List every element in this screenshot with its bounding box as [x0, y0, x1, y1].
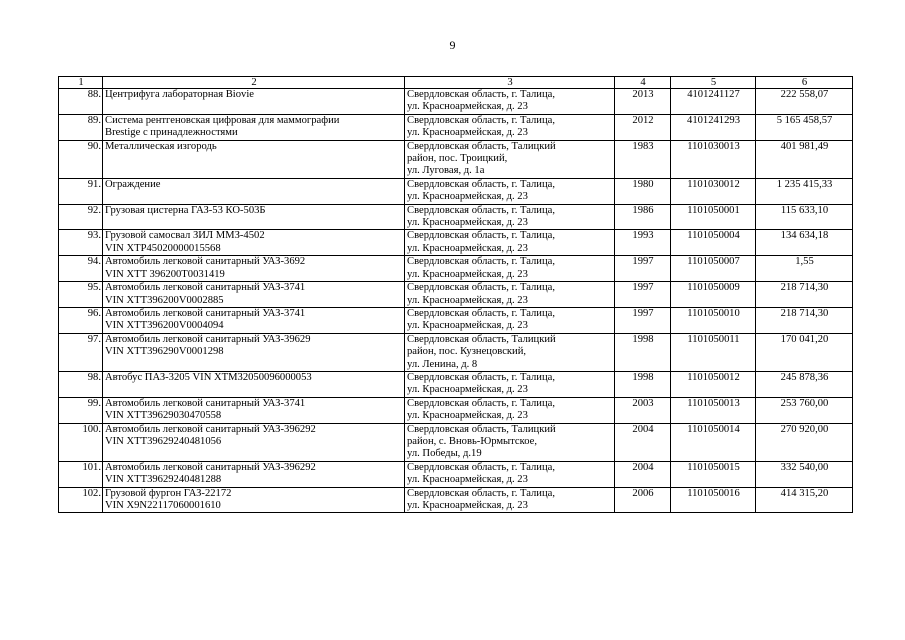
column-header-4: 4: [615, 77, 671, 89]
item-year: 2004: [615, 423, 671, 461]
column-header-5: 5: [671, 77, 756, 89]
inventory-number: 1101030013: [671, 140, 756, 178]
item-name: [103, 371, 405, 397]
item-name: [103, 256, 405, 282]
item-address-line: Свердловская область, г. Талица,: [407, 230, 555, 242]
table-row: [59, 397, 853, 423]
item-name: [103, 140, 405, 178]
table-row: [59, 487, 853, 513]
item-address-line: район, пос. Кузнецовский,: [407, 346, 527, 358]
item-name-line: VIN XTT396200V0002885: [105, 294, 224, 306]
item-name-line: Система рентгеновская цифровая для маммографии: [105, 114, 340, 126]
item-name-line: Автомобиль легковой санитарный УАЗ-396292: [105, 423, 316, 435]
table-row: [59, 333, 853, 371]
item-year: 1997: [615, 256, 671, 282]
item-address-line: ул. Красноармейская, д. 23: [407, 191, 528, 203]
item-address-line: Свердловская область, Талицкий: [407, 423, 556, 435]
item-address: [405, 371, 615, 397]
item-address: [405, 140, 615, 178]
item-name-line: VIN XTP45020000015568: [105, 242, 221, 254]
item-name-line: Автомобиль легковой санитарный УАЗ-3741: [105, 397, 306, 409]
item-name-line: VIN XTT39629240481288: [105, 474, 222, 486]
item-address: [405, 230, 615, 256]
inventory-number: 1101050014: [671, 423, 756, 461]
item-address-line: ул. Красноармейская, д. 23: [407, 294, 528, 306]
item-year: 2012: [615, 114, 671, 140]
inventory-number: 1101050012: [671, 371, 756, 397]
item-address-line: Свердловская область, г. Талица,: [407, 204, 555, 216]
item-address-line: район, с. Вновь-Юрмытское,: [407, 435, 538, 447]
item-year: 2003: [615, 397, 671, 423]
item-cost: 170 041,20: [756, 333, 853, 371]
item-address-line: ул. Красноармейская, д. 23: [407, 320, 528, 332]
item-address-line: ул. Красноармейская, д. 23: [407, 384, 528, 396]
table-row: [59, 282, 853, 308]
item-name: [103, 178, 405, 204]
inventory-number: 1101050009: [671, 282, 756, 308]
item-name: [103, 487, 405, 513]
item-address-line: ул. Красноармейская, д. 23: [407, 500, 528, 511]
item-name: [103, 397, 405, 423]
table-row: [59, 204, 853, 230]
table-row: [59, 256, 853, 282]
item-address: [405, 397, 615, 423]
table-row: [59, 140, 853, 178]
item-cost: 253 760,00: [756, 397, 853, 423]
item-name: [103, 114, 405, 140]
inventory-number: 1101050001: [671, 204, 756, 230]
item-name: [103, 333, 405, 371]
item-cost: 332 540,00: [756, 461, 853, 487]
table-body: [59, 89, 853, 513]
item-year: 1998: [615, 371, 671, 397]
item-name: [103, 204, 405, 230]
table-row: [59, 307, 853, 333]
page-number: 9: [449, 38, 456, 52]
item-address-line: Свердловская область, г. Талица,: [407, 89, 555, 100]
item-year: 1980: [615, 178, 671, 204]
item-address-line: Свердловская область, г. Талица,: [407, 114, 555, 126]
item-address-line: Свердловская область, г. Талица,: [407, 178, 555, 190]
item-address-line: ул. Красноармейская, д. 23: [407, 410, 528, 422]
inventory-number: 1101050015: [671, 461, 756, 487]
inventory-number: 1101050010: [671, 307, 756, 333]
item-address: [405, 487, 615, 513]
item-address-line: ул. Красноармейская, д. 23: [407, 101, 528, 113]
item-address-line: Свердловская область, г. Талица,: [407, 461, 555, 473]
item-name-line: VIN XTT39629030470558: [105, 410, 222, 422]
item-cost: 218 714,30: [756, 307, 853, 333]
item-year: 2006: [615, 487, 671, 513]
table-row: [59, 371, 853, 397]
row-number: 91.: [59, 178, 103, 204]
row-number: 90.: [59, 140, 103, 178]
item-name-line: Металлическая изгородь: [105, 140, 217, 152]
item-name: [103, 282, 405, 308]
item-name-line: VIN X9N22117060001610: [105, 500, 221, 511]
item-address-line: ул. Луговая, д. 1а: [407, 165, 485, 177]
item-address: [405, 114, 615, 140]
item-cost: 1 235 415,33: [756, 178, 853, 204]
item-name-line: Автобус ПАЗ-3205 VIN XTM32050096000053: [105, 371, 312, 383]
row-number: 102.: [59, 487, 103, 513]
item-name-line: Ограждение: [105, 178, 161, 190]
item-address-line: ул. Красноармейская, д. 23: [407, 127, 528, 139]
item-cost: 222 558,07: [756, 89, 853, 115]
item-address: [405, 333, 615, 371]
row-number: 94.: [59, 256, 103, 282]
row-number: 88.: [59, 89, 103, 115]
item-year: 1986: [615, 204, 671, 230]
item-address-line: Свердловская область, г. Талица,: [407, 397, 555, 409]
item-address-line: Свердловская область, Талицкий: [407, 140, 556, 152]
inventory-number: 4101241293: [671, 114, 756, 140]
inventory-number: 1101030012: [671, 178, 756, 204]
item-cost: 1,55: [756, 256, 853, 282]
table-row: [59, 230, 853, 256]
inventory-number: 1101050011: [671, 333, 756, 371]
table-header-row: [59, 77, 853, 89]
item-name-line: Грузовой самосвал ЗИЛ ММЗ-4502: [105, 230, 265, 242]
item-name-line: VIN XTT396200V0004094: [105, 320, 224, 332]
inventory-number: 4101241127: [671, 89, 756, 115]
item-name-line: Автомобиль легковой санитарный УАЗ-396292: [105, 461, 316, 473]
table-row: [59, 89, 853, 115]
item-year: 2004: [615, 461, 671, 487]
row-number: 89.: [59, 114, 103, 140]
item-name-line: Автомобиль легковой санитарный УАЗ-3692: [105, 256, 306, 268]
item-address-line: Свердловская область, г. Талица,: [407, 371, 555, 383]
item-cost: 245 878,36: [756, 371, 853, 397]
row-number: 98.: [59, 371, 103, 397]
item-year: 1993: [615, 230, 671, 256]
item-address: [405, 178, 615, 204]
item-name: [103, 230, 405, 256]
column-header-2: 2: [103, 77, 405, 89]
row-number: 99.: [59, 397, 103, 423]
item-address-line: Свердловская область, г. Талица,: [407, 282, 555, 294]
row-number: 93.: [59, 230, 103, 256]
item-year: 1998: [615, 333, 671, 371]
item-name-line: VIN XTT39629240481056: [105, 435, 222, 447]
item-name-line: Центрифуга лабораторная Biovie: [105, 89, 254, 100]
item-cost: 5 165 458,57: [756, 114, 853, 140]
item-name-line: Brestige с принадлежностями: [105, 127, 238, 139]
item-address-line: ул. Красноармейская, д. 23: [407, 268, 528, 280]
item-year: 2013: [615, 89, 671, 115]
item-address-line: ул. Красноармейская, д. 23: [407, 217, 528, 229]
column-header-1: 1: [59, 77, 103, 89]
item-name-line: Автомобиль легковой санитарный УАЗ-3741: [105, 307, 306, 319]
item-address: [405, 204, 615, 230]
row-number: 101.: [59, 461, 103, 487]
item-year: 1997: [615, 307, 671, 333]
item-name-line: Грузовая цистерна ГАЗ-53 КО-503Б: [105, 204, 266, 216]
inventory-number: 1101050004: [671, 230, 756, 256]
item-name: [103, 89, 405, 115]
row-number: 97.: [59, 333, 103, 371]
item-cost: 134 634,18: [756, 230, 853, 256]
item-address: [405, 256, 615, 282]
item-address-line: ул. Красноармейская, д. 23: [407, 242, 528, 254]
row-number: 100.: [59, 423, 103, 461]
item-address-line: Свердловская область, г. Талица,: [407, 307, 555, 319]
item-address-line: Свердловская область, Талицкий: [407, 333, 556, 345]
inventory-number: 1101050013: [671, 397, 756, 423]
item-cost: 270 920,00: [756, 423, 853, 461]
table-row: [59, 178, 853, 204]
table-row: [59, 114, 853, 140]
item-cost: 115 633,10: [756, 204, 853, 230]
item-address-line: ул. Красноармейская, д. 23: [407, 474, 528, 486]
column-header-6: 6: [756, 77, 853, 89]
item-address: [405, 89, 615, 115]
item-name-line: VIN XTT396290V0001298: [105, 346, 224, 358]
item-address-line: район, пос. Троицкий,: [407, 153, 508, 165]
row-number: 96.: [59, 307, 103, 333]
item-year: 1983: [615, 140, 671, 178]
item-cost: 218 714,30: [756, 282, 853, 308]
item-address: [405, 423, 615, 461]
inventory-number: 1101050007: [671, 256, 756, 282]
item-address-line: ул. Ленина, д. 8: [407, 358, 478, 370]
item-address-line: Свердловская область, г. Талица,: [407, 487, 555, 499]
column-header-3: 3: [405, 77, 615, 89]
table-row: [59, 423, 853, 461]
item-address-line: Свердловская область, г. Талица,: [407, 256, 555, 268]
table-row: [59, 461, 853, 487]
item-name-line: Автомобиль легковой санитарный УАЗ-3741: [105, 282, 306, 294]
item-cost: 414 315,20: [756, 487, 853, 513]
item-address: [405, 282, 615, 308]
item-name: [103, 423, 405, 461]
row-number: 92.: [59, 204, 103, 230]
item-cost: 401 981,49: [756, 140, 853, 178]
item-address: [405, 307, 615, 333]
item-address-line: ул. Победы, д.19: [407, 448, 482, 460]
item-name: [103, 461, 405, 487]
item-name-line: Грузовой фургон ГАЗ-22172: [105, 487, 232, 499]
item-year: 1997: [615, 282, 671, 308]
row-number: 95.: [59, 282, 103, 308]
item-name-line: VIN XTT 396200T0031419: [105, 268, 225, 280]
property-registry-table: [58, 76, 853, 513]
inventory-number: 1101050016: [671, 487, 756, 513]
item-name-line: Автомобиль легковой санитарный УАЗ-39629: [105, 333, 311, 345]
item-address: [405, 461, 615, 487]
item-name: [103, 307, 405, 333]
